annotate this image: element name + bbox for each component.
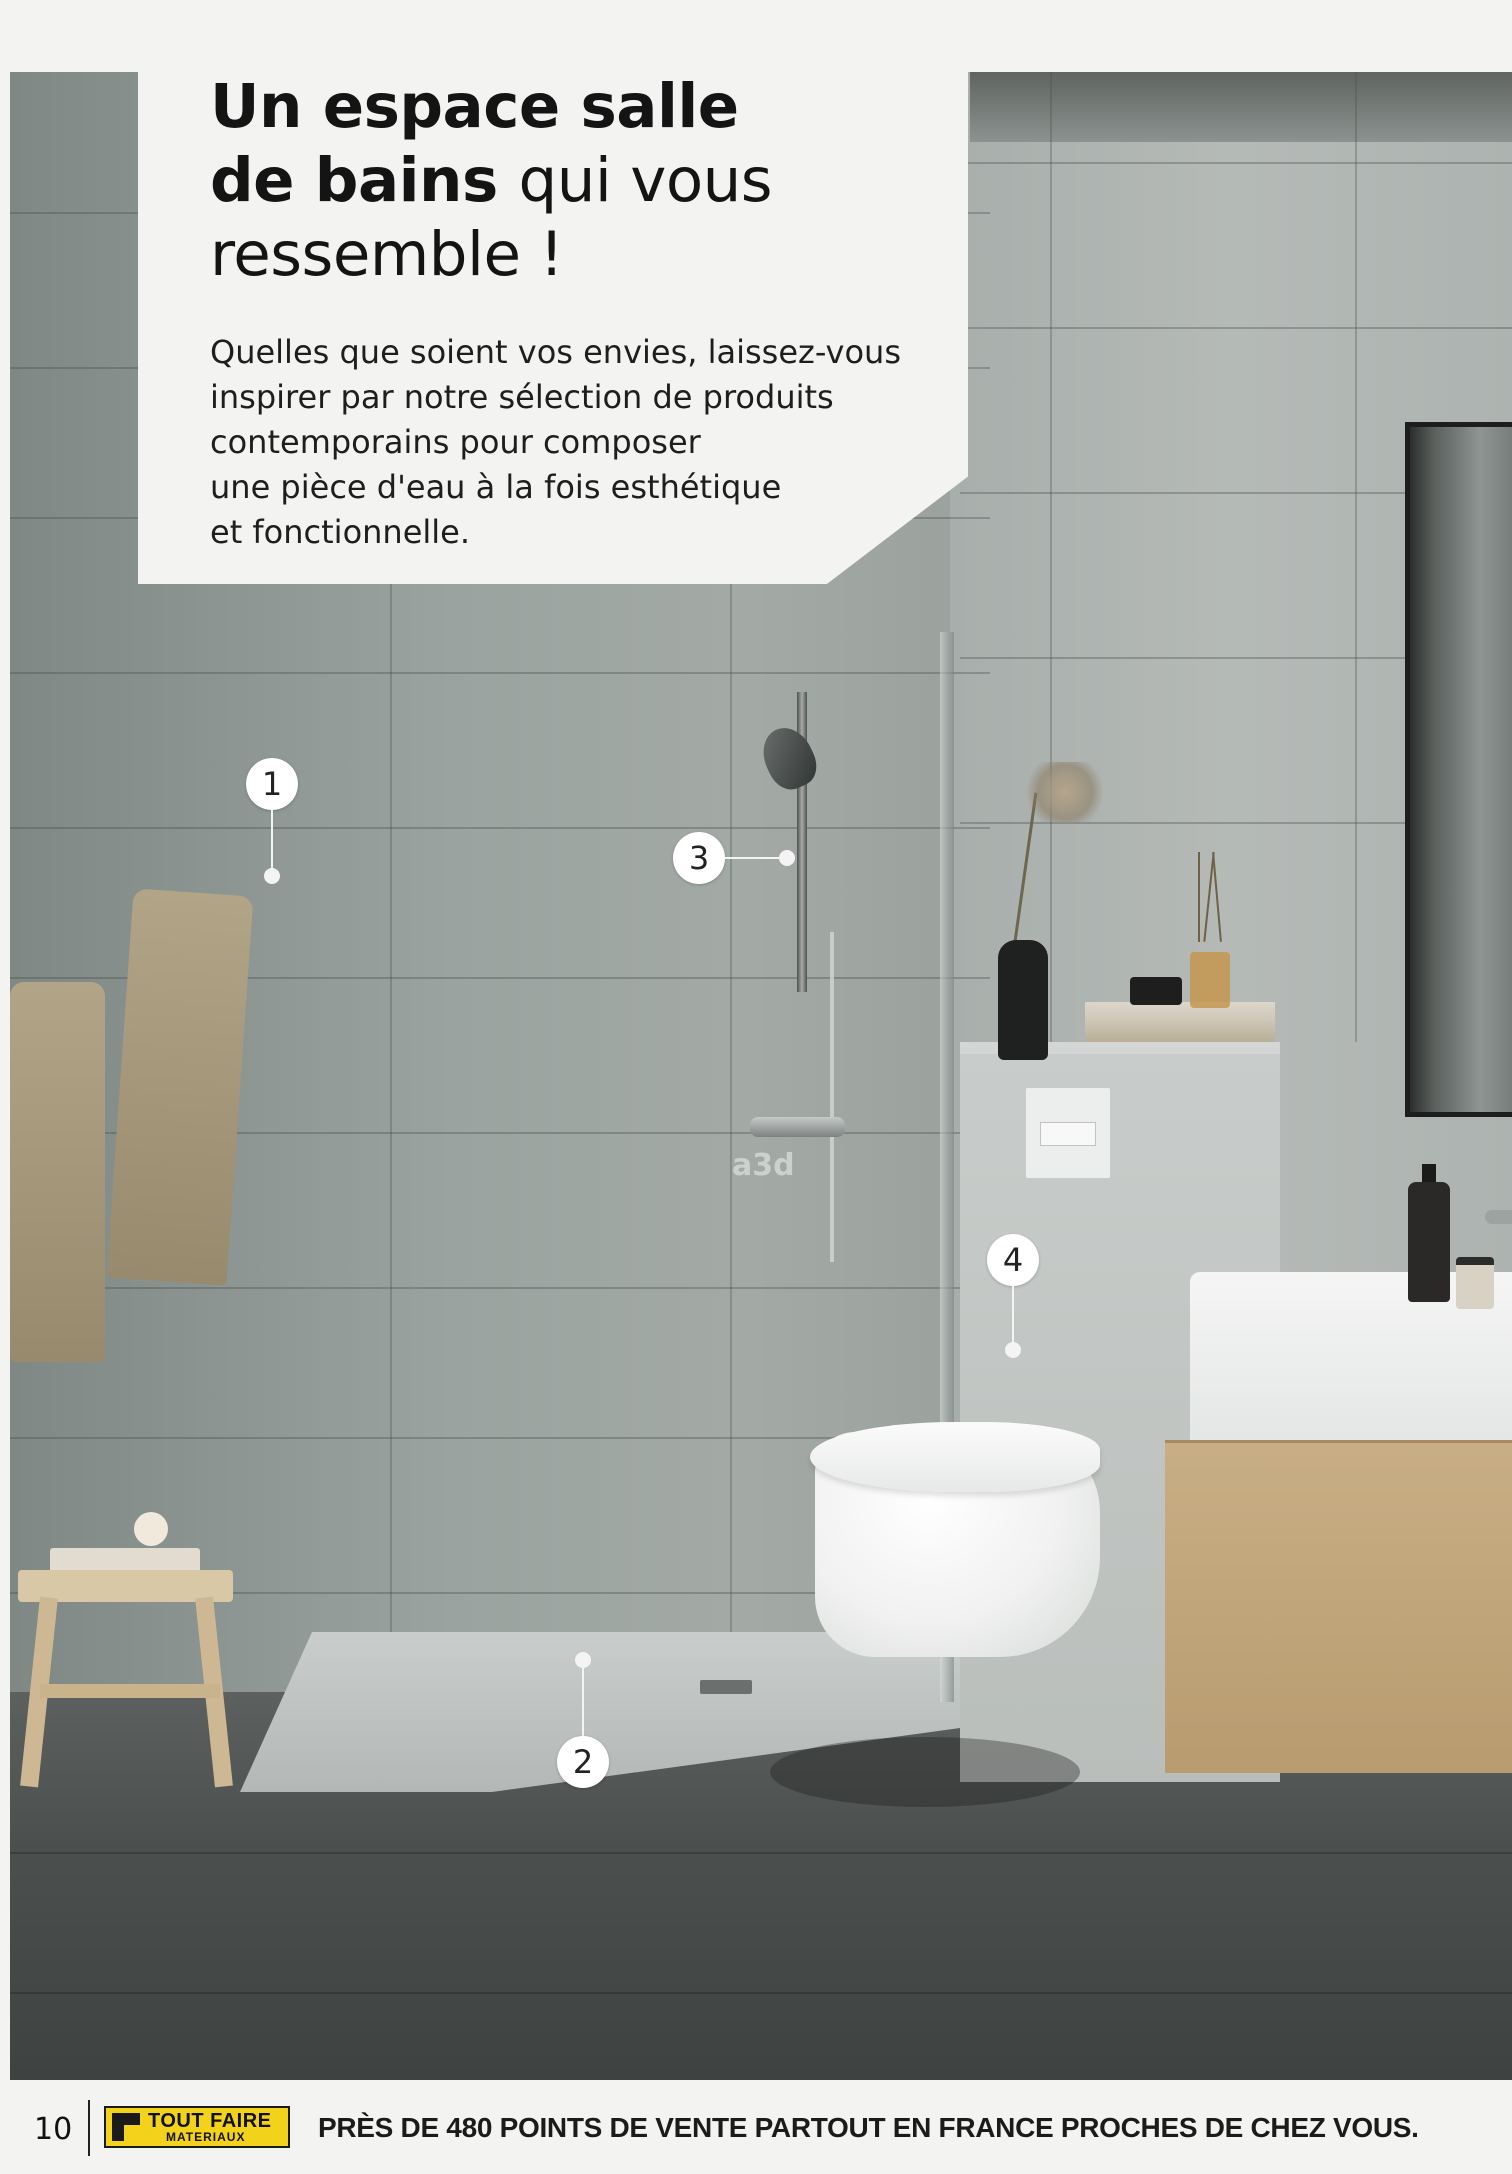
marker-1-leader	[271, 810, 273, 874]
toilet-seat	[810, 1422, 1100, 1492]
toilet-shadow	[770, 1737, 1080, 1807]
floor-joint	[10, 1852, 1512, 1854]
marker-3-leader	[725, 857, 785, 859]
title-line-3: ressemble !	[210, 219, 564, 290]
footer-divider	[88, 2100, 90, 2156]
shower-drain	[700, 1680, 752, 1694]
tile-joint	[10, 1287, 990, 1289]
diffuser-reed	[1198, 852, 1200, 942]
page-number: 10	[34, 2112, 73, 2147]
floor-joint	[10, 1992, 1512, 1994]
logo-text-line-2: MATERIAUX	[166, 2130, 246, 2144]
mirror	[1405, 422, 1512, 1117]
tile-joint	[10, 672, 990, 674]
tile-joint	[960, 162, 1512, 164]
marker-1-dot	[264, 868, 280, 884]
thermostatic-mixer	[750, 1117, 845, 1137]
tile-joint	[1355, 72, 1357, 1042]
tile-joint	[1050, 72, 1052, 1042]
watermark: a3d	[732, 1148, 795, 1183]
stool-crossbar	[40, 1684, 220, 1698]
candle	[1130, 977, 1182, 1005]
decor-ball	[134, 1512, 168, 1546]
towel	[10, 982, 105, 1362]
vase	[998, 940, 1048, 1060]
marker-2[interactable]: 2	[557, 1736, 609, 1788]
intro-line: contemporains pour composer	[210, 423, 701, 461]
marker-3-dot	[779, 850, 795, 866]
tile-joint	[730, 572, 732, 1672]
tile-joint	[960, 327, 1512, 329]
intro-line: Quelles que soient vos envies, laissez-vous	[210, 333, 901, 371]
intro-paragraph	[210, 330, 950, 555]
soap-bottle	[1408, 1182, 1450, 1302]
tile-joint	[390, 572, 392, 1732]
reed-diffuser	[1190, 952, 1230, 1008]
intro-line: une pièce d'eau à la fois esthétique	[210, 468, 782, 506]
books	[1085, 1002, 1275, 1042]
page-title	[210, 70, 930, 292]
marker-4-leader	[1012, 1286, 1014, 1346]
marker-3[interactable]: 3	[673, 832, 725, 884]
marker-4-dot	[1005, 1342, 1021, 1358]
tile-joint	[10, 827, 990, 829]
marker-2-leader	[582, 1666, 584, 1746]
title-line-1: Un espace salle	[210, 71, 739, 142]
intro-line: inspirer par notre sélection de produits	[210, 378, 834, 416]
marker-4[interactable]: 4	[987, 1234, 1039, 1286]
title-line-2-bold: de bains	[210, 145, 498, 216]
footer-tagline: PRÈS DE 480 POINTS DE VENTE PARTOUT EN FRANCE PROCHES DE CHEZ VOUS.	[318, 2112, 1419, 2143]
flush-button	[1040, 1122, 1096, 1146]
vanity-cabinet	[1165, 1440, 1512, 1773]
brand-logo[interactable]	[104, 2106, 290, 2148]
title-line-2-light: qui vous	[518, 145, 773, 216]
dried-flower	[1020, 762, 1110, 822]
jar	[1456, 1257, 1494, 1309]
faucet	[1485, 1210, 1512, 1224]
marker-1[interactable]: 1	[246, 758, 298, 810]
shower-hose	[830, 932, 834, 1262]
intro-line: et fonctionnelle.	[210, 513, 471, 551]
house-icon	[112, 2113, 140, 2141]
logo-text-line-1: TOUT FAIRE	[148, 2110, 272, 2132]
